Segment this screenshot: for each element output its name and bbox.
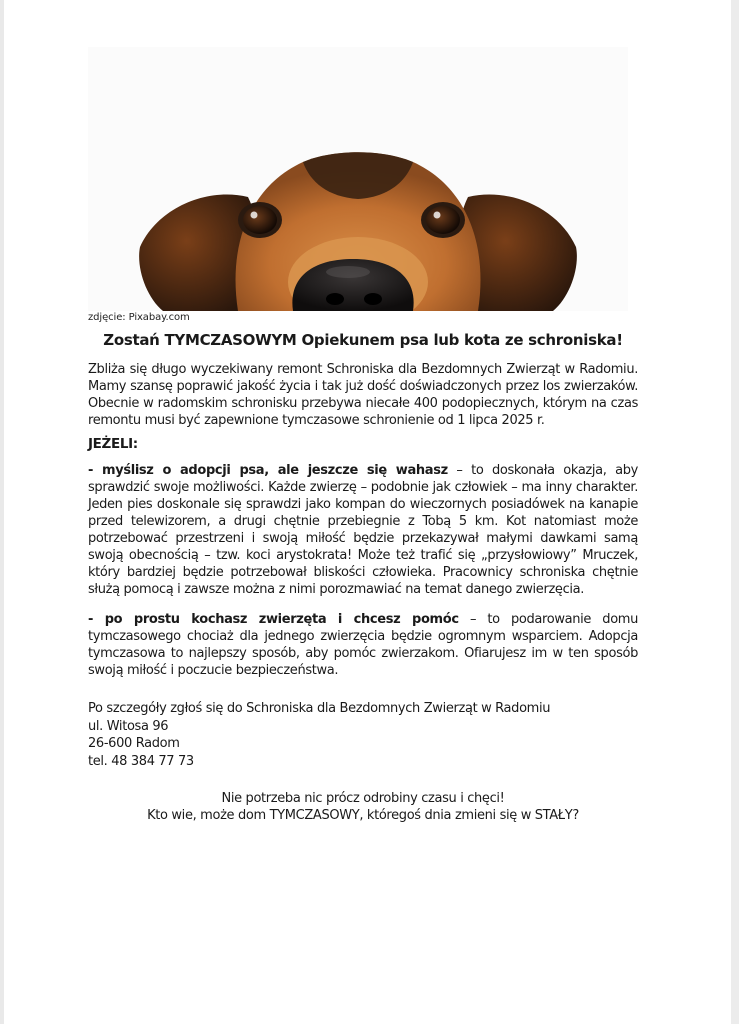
list-item — [88, 462, 638, 598]
list-item-lead: - po prostu kochasz zwierzęta i chcesz pomóc — [88, 612, 459, 627]
list-item-text: – to podarowanie domu tymczasowego chociaż dla jednego zwierzęcia będzie ogromnym wsparciem. Adopcja tymczasowa to najlepszy sposób, aby pomóc zwierzakom. Ofiarujesz im w ten sposób swoją miłość i poczucie bezpieczeństwa. — [88, 612, 638, 678]
list-item-text: – to doskonała okazja, aby sprawdzić swoje możliwości. Każde zwierzę – podobnie jak człowiek – ma inny charakter. Jeden pies doskonale się sprawdzi jako kompan do wieczornych posiadówek na kanapie przed telewizorem, a drugi chętnie przebiegnie z Tobą 5 km. Kot natomiast może potrzebować przestrzeni i swoją miłość będzie przekazywał małymi dawkami samą swoją obecnością – tzw. koci arystokrata! Może też trafić się „przysłowiowy” Mruczek, który bardziej będzie potrzebował bliskości człowieka. Pracownicy schroniska chętnie służą pomocą i zawsze można z nimi porozmawiać na temat danego zwierzęcia. — [88, 463, 638, 597]
contact-lead: Po szczegóły zgłoś się do Schroniska dla Bezdomnych Zwierząt w Radomiu — [88, 701, 551, 716]
closing-block — [88, 790, 638, 824]
page-edge-right — [731, 0, 739, 1024]
dog-photo — [88, 47, 628, 311]
closing-line-1: Nie potrzeba nic prócz odrobiny czasu i chęci! — [221, 791, 505, 806]
dog-illustration — [88, 47, 628, 311]
contact-city: 26-600 Radom — [88, 736, 180, 751]
intro-paragraph: Zbliża się długo wyczekiwany remont Schroniska dla Bezdomnych Zwierząt w Radomiu. Mamy szansę poprawić jakość życia i tak już dość doświadczonych przez los zwierzaków. Obecnie w radomskim schronisku przebywa niecałe 400 podopiecznych, którym na czas remontu musi być zapewnione tymczasowe schronienie od 1 lipca 2025 r. — [88, 362, 638, 428]
page-edge-left — [0, 0, 4, 1024]
photo-credit: zdjęcie: Pixabay.com — [88, 312, 190, 323]
closing-line-2: Kto wie, może dom TYMCZASOWY, któregoś dnia zmieni się w STAŁY? — [147, 808, 579, 823]
list-item-lead: - myślisz o adopcji psa, ale jeszcze się wahasz — [88, 463, 448, 478]
contact-block — [88, 700, 550, 770]
contact-street: ul. Witosa 96 — [88, 718, 169, 734]
list-item — [88, 611, 638, 679]
contact-phone: tel. 48 384 77 73 — [88, 753, 194, 769]
page-title: Zostań TYMCZASOWYM Opiekunem psa lub kota ze schroniska! — [103, 331, 623, 349]
condition-heading: JEŻELI: — [88, 436, 138, 452]
